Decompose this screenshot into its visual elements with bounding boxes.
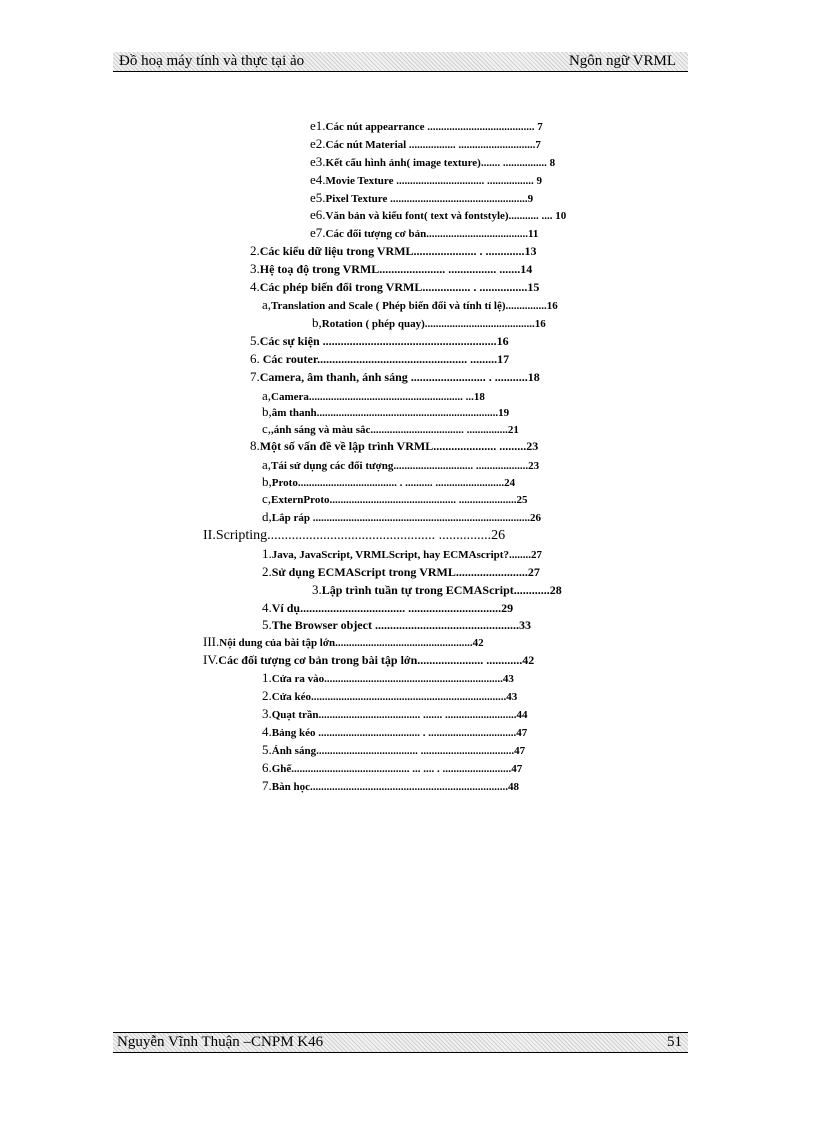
toc-entry: b,Rotation ( phép quay)........................................16 — [312, 315, 546, 330]
toc-entry: 4.Bảng kéo ..................................... . ................................47 — [262, 724, 528, 739]
toc-entry: 5.The Browser object ................................................33 — [262, 617, 531, 632]
toc-entry: e3.Kết cấu hình ảnh( image texture)....... ................ 8 — [310, 154, 556, 169]
page-header — [113, 52, 688, 72]
toc-entry: 6. Các router.................................................. .........17 — [250, 351, 510, 366]
toc-entry: 1.Cửa ra vào.................................................................43 — [262, 670, 514, 685]
header-right-title: Ngôn ngữ VRML — [568, 53, 676, 69]
toc-entry: IV.Các đối tượng cơ bản trong bài tập lớn...................... ............42 — [203, 652, 535, 667]
toc-entry: 1.Java, JavaScript, VRMLScript, hay ECMAscript?........27 — [262, 546, 542, 561]
toc-entry: e2.Các nút Material ................. ............................7 — [310, 136, 541, 151]
page-number: 51 — [667, 1034, 682, 1050]
toc-entry: c,,ánh sáng và màu sắc.................................. ...............21 — [262, 421, 519, 436]
toc-entry: a,Camera........................................................ ...18 — [262, 388, 485, 403]
toc-entry: 7.Bàn học........................................................................48 — [262, 778, 519, 793]
toc-entry: II.Scripting................................................ ...............26 — [203, 528, 506, 543]
footer-author: Nguyễn Vĩnh Thuận –CNPM K46 — [117, 1034, 324, 1050]
page-footer — [113, 1032, 688, 1053]
toc-entry: 7.Camera, âm thanh, ánh sáng ......................... . ...........18 — [250, 369, 540, 384]
toc-entry: 3.Hệ toạ độ trong VRML...................... ................ .......14 — [250, 261, 533, 276]
toc-entry: 8.Một số vấn đề về lập trình VRML..................... .........23 — [250, 438, 539, 453]
toc-entry: a,Tái sử dụng các đối tượng............................. ...................23 — [262, 457, 540, 472]
toc-entry: 6.Ghế........................................... ... .... . .........................47 — [262, 760, 523, 775]
toc-entry: 4.Các phép biến đổi trong VRML................ . ................15 — [250, 279, 540, 294]
toc-entry: 2.Sử dụng ECMAScript trong VRML........................27 — [262, 564, 540, 579]
toc-entry: a,Translation and Scale ( Phép biến đổi và tính tỉ lệ)...............16 — [262, 297, 558, 312]
toc-entry: 5.Ánh sáng..................................... ..................................47 — [262, 742, 526, 757]
toc-entry: e4.Movie Texture ................................ ................. 9 — [310, 172, 542, 187]
toc-entry: e6.Văn bản và kiểu font( text và fontstyle)........... .... 10 — [310, 207, 567, 222]
toc-entry: c,ExternProto.............................................. .....................25 — [262, 491, 528, 506]
toc-entry: e5.Pixel Texture ..................................................9 — [310, 190, 534, 205]
toc-entry: 2.Cửa kéo.......................................................................43 — [262, 688, 518, 703]
toc-entry: 5.Các sự kiện ..........................................................16 — [250, 333, 509, 348]
toc-entry: d,Lắp ráp ...............................................................................26 — [262, 509, 541, 524]
toc-entry: e1.Các nút appearrance ....................................... 7 — [310, 118, 543, 133]
header-left-title: Đồ hoạ máy tính và thực tại ảo — [119, 53, 305, 69]
toc-entry: III.Nội dung của bài tập lớn..................................................42 — [203, 634, 484, 649]
toc-entry: e7.Các đối tượng cơ bản.....................................11 — [310, 225, 539, 240]
toc-entry: 3.Quạt trần..................................... ....... ..........................44 — [262, 706, 528, 721]
toc-entry: 2.Các kiểu dữ liệu trong VRML..................... . .............13 — [250, 243, 537, 258]
toc-entry: b,âm thanh..................................................................19 — [262, 404, 510, 419]
toc-entry: b,Proto.................................... . .......... .........................24 — [262, 474, 516, 489]
toc-entry: 4.Ví dụ................................... ...............................29 — [262, 600, 514, 615]
toc-entry: 3.Lập trình tuần tự trong ECMAScript............28 — [312, 582, 562, 597]
